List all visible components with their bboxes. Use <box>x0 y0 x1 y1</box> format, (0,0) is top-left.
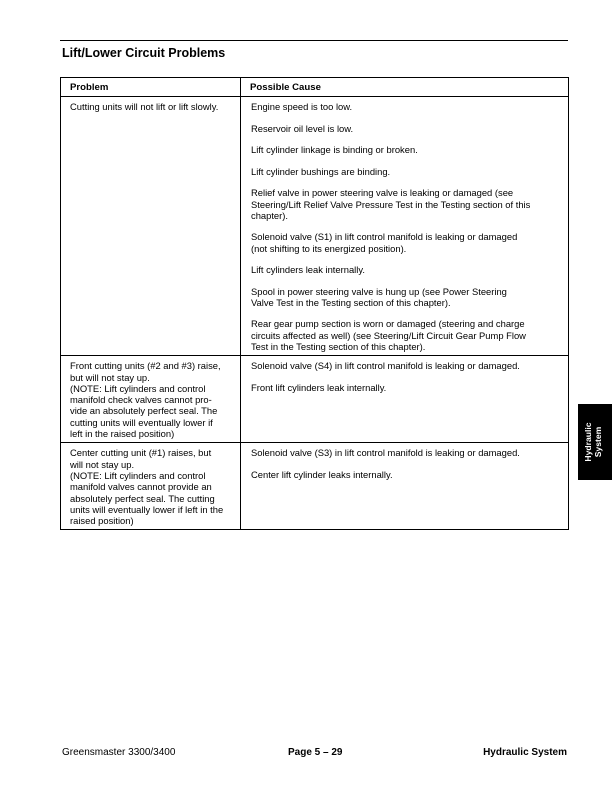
cause-text-line: (not shifting to its energized position). <box>251 242 407 254</box>
cause-text-line: Steering/Lift Relief Valve Pressure Test in the Testing section of this <box>251 198 531 210</box>
troubleshooting-table <box>60 77 569 530</box>
cause-text-line: Valve Test in the Testing section of this chapter). <box>251 296 451 308</box>
cause-item <box>251 286 558 309</box>
header-problem: Problem <box>61 78 241 97</box>
footer-section-name: Hydraulic System <box>483 747 567 758</box>
problem-text-line: units will eventually lower if left in the <box>70 503 224 515</box>
problem-text-line: raised position) <box>70 515 134 527</box>
table-row <box>61 97 569 356</box>
cause-text-line: circuits affected as well) (see Steering/Lift Circuit Gear Pump Flow <box>251 329 526 341</box>
cause-item: Solenoid valve (S3) in lift control manifold is leaking or damaged. <box>251 447 520 459</box>
footer-manual-title: Greensmaster 3300/3400 <box>62 747 176 758</box>
problem-text-line: but will not stay up. <box>70 371 150 383</box>
cause-item: Center lift cylinder leaks internally. <box>251 468 393 480</box>
chapter-side-tab <box>578 404 612 480</box>
cause-item: Lift cylinders leak internally. <box>251 264 365 276</box>
cause-item <box>251 187 558 221</box>
problem-text-line: Center cutting unit (#1) raises, but <box>70 447 212 459</box>
problem-cell <box>61 443 241 530</box>
top-rule <box>60 40 568 41</box>
cause-text-line: Test in the Testing section of this chapter). <box>251 340 426 352</box>
section-title: Lift/Lower Circuit Problems <box>62 46 226 60</box>
table-header-row <box>61 78 569 97</box>
side-tab-line: System <box>593 426 603 458</box>
footer-page-number: Page 5 – 29 <box>288 747 343 758</box>
cause-item: Lift cylinder bushings are binding. <box>251 165 391 177</box>
cause-cell <box>241 443 569 530</box>
cause-item: Front lift cylinders leak internally. <box>251 381 387 393</box>
cause-item <box>251 318 558 352</box>
problem-text-line: absolutely perfect seal. The cutting <box>70 492 215 504</box>
side-tab-line: Hydraulic <box>583 422 593 462</box>
table-row <box>61 443 569 530</box>
table-row <box>61 356 569 443</box>
problem-text-line: (NOTE: Lift cylinders and control <box>70 382 206 394</box>
problem-text-line: manifold check valves cannot pro- <box>70 394 212 406</box>
problem-cell <box>61 97 241 356</box>
cause-cell <box>241 97 569 356</box>
cause-item: Reservoir oil level is low. <box>251 122 354 134</box>
cause-item: Solenoid valve (S4) in lift control manifold is leaking or damaged. <box>251 360 520 372</box>
problem-text-line: cutting units will eventually lower if <box>70 416 213 428</box>
cause-item: Engine speed is too low. <box>251 101 353 113</box>
problem-text-line: (NOTE: Lift cylinders and control <box>70 469 206 481</box>
problem-text-line: Cutting units will not lift or lift slowly. <box>70 101 219 113</box>
problem-text-line: left in the raised position) <box>70 428 175 440</box>
problem-cell <box>61 356 241 443</box>
cause-item <box>251 231 558 254</box>
problem-text-line: manifold valves cannot provide an <box>70 481 212 493</box>
cause-text-line: Solenoid valve (S1) in lift control manifold is leaking or damaged <box>251 231 518 243</box>
side-tab-label <box>583 404 607 480</box>
cause-cell <box>241 356 569 443</box>
header-possible-cause: Possible Cause <box>241 78 569 97</box>
cause-text-line: Relief valve in power steering valve is leaking or damaged (see <box>251 187 514 199</box>
cause-text-line: chapter). <box>251 209 288 221</box>
cause-text-line: Spool in power steering valve is hung up (see Power Steering <box>251 285 507 297</box>
problem-text-line: vide an absolutely perfect seal. The <box>70 405 218 417</box>
cause-text-line: Rear gear pump section is worn or damaged (steering and charge <box>251 318 525 330</box>
problem-text-line: Front cutting units (#2 and #3) raise, <box>70 360 221 372</box>
problem-text-line: will not stay up. <box>70 458 135 470</box>
cause-item: Lift cylinder linkage is binding or broken. <box>251 144 418 156</box>
